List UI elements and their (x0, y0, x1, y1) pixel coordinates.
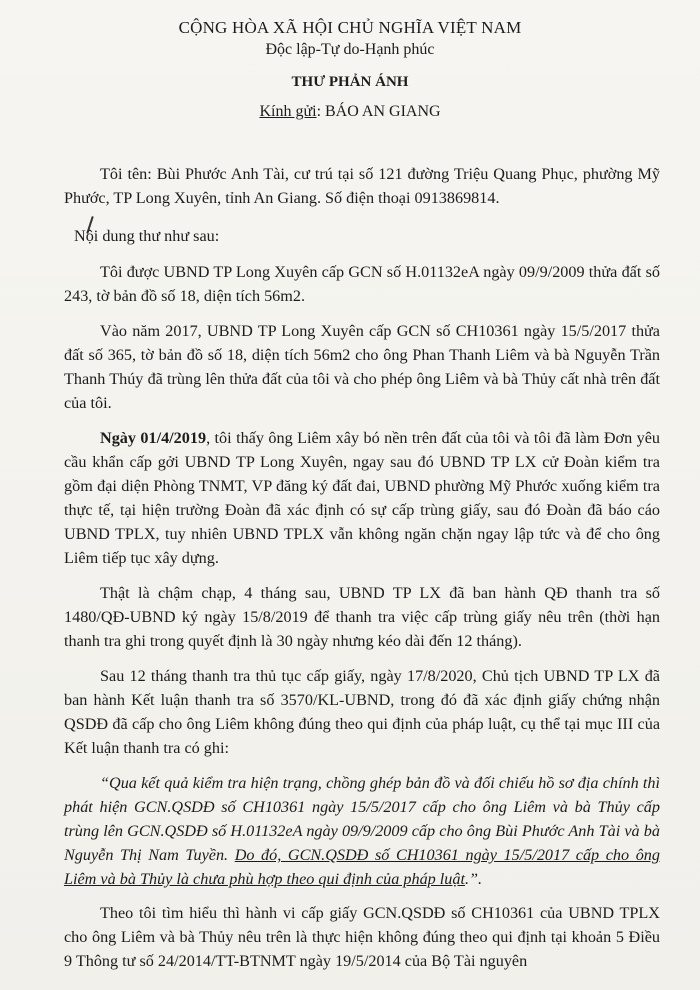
recipient-line (0, 103, 700, 121)
paragraph-3 (64, 426, 660, 570)
letter-body (64, 162, 660, 984)
paragraph-6: Theo tôi tìm hiểu thì hành vi cấp giấy GCN.QSDĐ số CH10361 của UBND TPLX cho ông Liêm và bà Thủy nêu trên là thực hiện không đúng theo qui định tại khoản 5 Điều 9 Thông tư số 24/2014/TT-BTNMT ngày 19/5/2014 của Bộ Tài nguyên (64, 904, 660, 970)
paragraph-3-date: Ngày 01/4/2019 (100, 429, 207, 447)
letter-title: THƯ PHẢN ÁNH (291, 74, 409, 90)
paragraph-4: Thật là chậm chạp, 4 tháng sau, UBND TP LX đã ban hành QĐ thanh tra số 1480/QĐ-UBND ký ngày 15/8/2019 để thanh tra việc cấp trùng giấy nêu trên (thời hạn thanh tra ghi trong quyết định là 30 ngày nhưng kéo dài đến 12 tháng). (64, 584, 660, 650)
national-motto: Độc lập-Tự do-Hạnh phúc (265, 41, 435, 58)
paragraph-3-text: , tôi thấy ông Liêm xây bó nền trên đất của tôi và tôi đã làm Đơn yêu cầu khẩn cấp gởi UBND TP Long Xuyên, ngay sau đó UBND TP LX cử Đoàn kiểm tra gồm đại diện Phòng TNMT, VP đăng ký đất đai, UBND phường Mỹ Phước xuống kiểm tra thực tế, tại hiện trường Đoàn đã xác định có sự cấp trùng giấy, sau đó Đoàn đã báo cáo UBND TPLX, tuy nhiên UBND TPLX vẫn không ngăn chặn ngay lập tức và để cho ông Liêm tiếp tục xây dựng. (64, 429, 660, 567)
quote-underlined: Do đó, GCN.QSDĐ số CH10361 ngày 15/5/2017 cấp cho ông Liêm và bà Thủy là chưa phù hợp theo qui định của pháp luật (64, 846, 660, 888)
recipient-name: : BÁO AN GIANG (316, 103, 441, 120)
quote-end: .”. (465, 870, 483, 888)
quote-text: “Qua kết quả kiểm tra hiện trạng, chồng ghép bản đồ và đối chiếu hồ sơ địa chính thì phát hiện GCN.QSDĐ số CH10361 ngày 15/5/2017 cấp cho ông Liêm và bà Thủy cấp trùng lên GCN.QSDĐ số H.01132eA ngày 09/9/2009 cấp cho ông Bùi Phước Anh Tài và bà Nguyễn Thị Nam Tuyền. (64, 774, 660, 864)
quoted-conclusion (64, 771, 660, 891)
content-heading: Nội dung thư như sau: (74, 227, 220, 245)
intro-paragraph: Tôi tên: Bùi Phước Anh Tài, cư trú tại số 121 đường Triệu Quang Phục, phường Mỹ Phước, TP Long Xuyên, tỉnh An Giang. Số điện thoại 0913869814. (64, 165, 660, 207)
national-title: CỘNG HÒA XÃ HỘI CHỦ NGHĨA VIỆT NAM (178, 18, 522, 37)
paragraph-5: Sau 12 tháng thanh tra thủ tục cấp giấy, ngày 17/8/2020, Chủ tịch UBND TP LX đã ban hành Kết luận thanh tra số 3570/KL-UBND, trong đó đã xác định giấy chứng nhận QSDĐ đã cấp cho ông Liêm không đúng theo qui định của pháp luật, cụ thể tại mục III của Kết luận thanh tra có ghi: (64, 667, 660, 757)
paragraph-1: Tôi được UBND TP Long Xuyên cấp GCN số H.01132eA ngày 09/9/2009 thửa đất số 243, tờ bản đồ số 18, diện tích 56m2. (64, 263, 660, 305)
recipient-label: Kính gửi (259, 103, 317, 120)
paragraph-2: Vào năm 2017, UBND TP Long Xuyên cấp GCN số CH10361 ngày 15/5/2017 thửa đất số 365, tờ bản đồ số 18, diện tích 56m2 cho ông Phan Thanh Liêm và bà Nguyễn Trần Thanh Thúy đã trùng lên thửa đất của tôi và cho phép ông Liêm và bà Thủy cất nhà trên đất của tôi. (64, 322, 660, 412)
